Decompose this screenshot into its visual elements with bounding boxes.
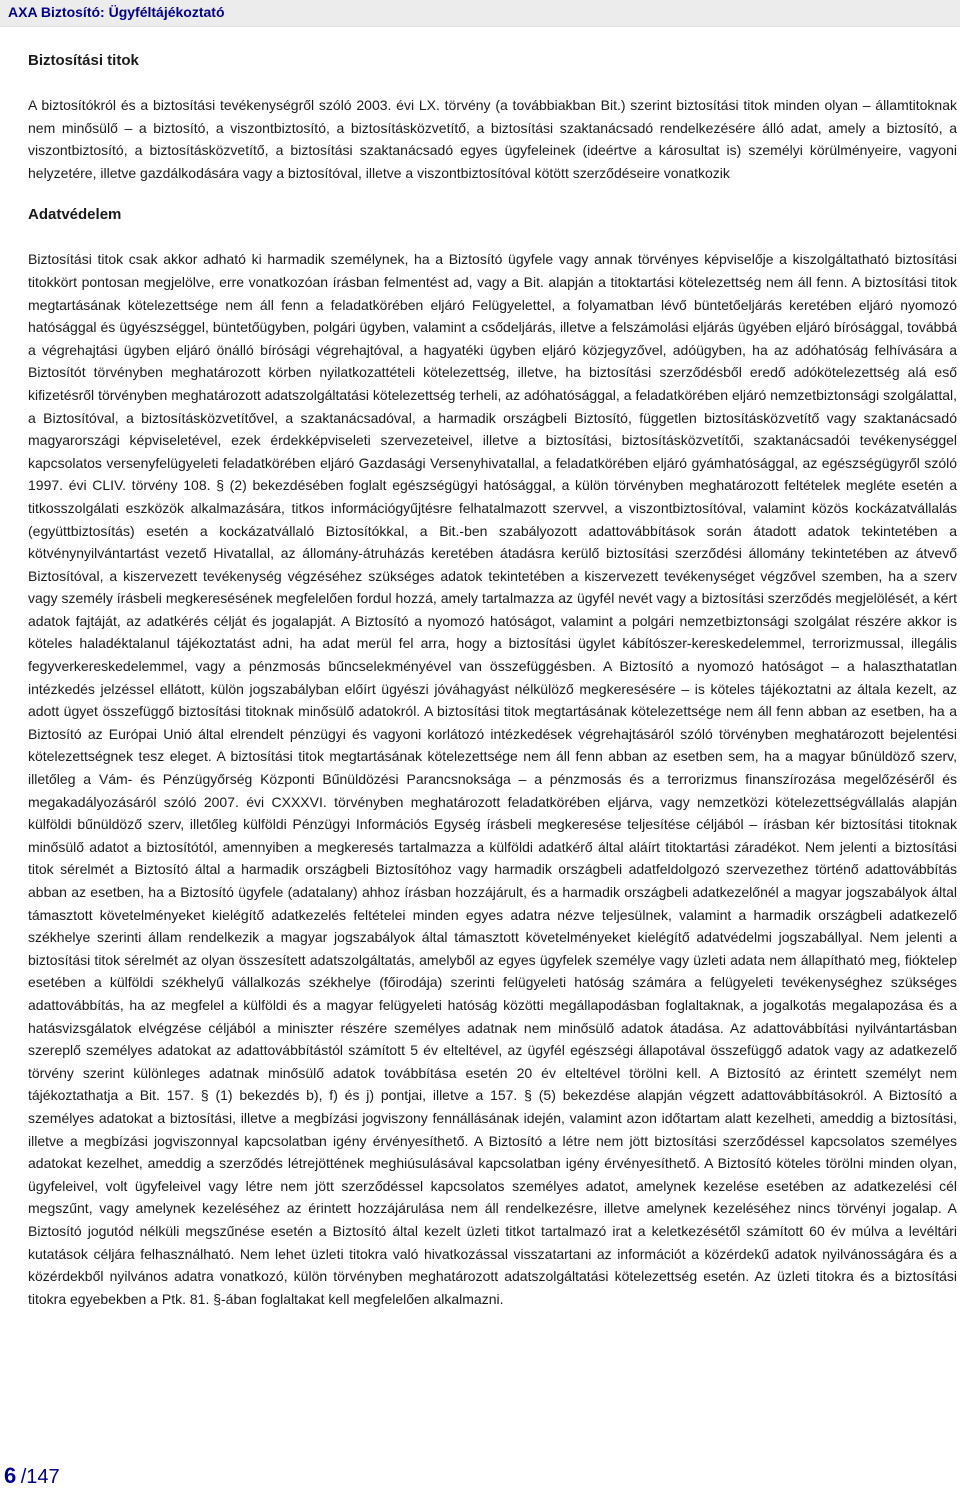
page-number: 6 bbox=[4, 1463, 17, 1488]
document-body bbox=[28, 50, 957, 1310]
section-heading-adatvedelem: Adatvédelem bbox=[28, 206, 122, 224]
document-header bbox=[0, 0, 960, 27]
paragraph-adatvedelem: Biztosítási titok csak akkor adható ki harmadik személynek, ha a Biztosító ügyfele vagy annak törvényes képviselője a kiszolgáltatható biztosítási titokkört pontosan megjelölve, erre vonatkozóan írásban felmentést ad, vagy a Bit. alapján a titoktartási kötelezettség nem áll fenn. A biztosítási titok megtartásának kötelezettsége nem áll fenn a feladatkörében eljáró Felügyelettel, a folyamatban lévő büntetőeljárás keretében eljáró nyomozó hatósággal és ügyészséggel, büntetőügyben, polgári ügyben, valamint a csődeljárás, illetve a felszámolási eljárás ügyében eljáró bírósággal, továbbá a végrehajtási ügyben eljáró önálló bírósági végrehajtóval, a hagyatéki ügyben eljáró közjegyzővel, adóügyben, ha az adóhatóság felhívására a Biztosítót törvényben meghatározott körben nyilatkozattételi kötelezettség, illetve, ha biztosítási szerződésből eredő adókötelezettség alá eső kifizetésről törvényben meghatározott adatszolgáltatási kötelezettség terheli, az adóhatósággal, a feladatkörében eljáró nemzetbiztonsági szolgálattal, a Biztosítóval, a biztosításközvetítővel, a szaktanácsadóval, a harmadik országbeli Biztosító, független biztosításközvetítő vagy szaktanácsadó magyarországi képviseletével, ezek érdekképviseleti szervezeteivel, illetve a biztosítási, biztosításközvetítői, szaktanácsadói tevékenységgel kapcsolatos versenyfelügyeleti feladatkörében eljáró Gazdasági Versenyhivatallal, a feladatkörében eljáró gyámhatósággal, az egészségügyről szóló 1997. évi CLIV. törvény 108. § (2) bekezdésében foglalt egészségügyi hatósággal, a külön törvényben meghatározott feltételek megléte esetén a titkosszolgálati eszközök alkalmazására, titkos információgyűjtésre felhatalmazott szervvel, a viszontbiztosítóval, valamint közös kockázatvállalás (együttbiztosítás) esetén a kockázatvállaló Biztosítókkal, a Bit.-ben szabályozott adattovábbítások során átadott adatok tekintetében a kötvénynyilvántartást vezető Hivatallal, az állomány-átruházás keretében átadásra kerülő biztosítási szerződési állomány tekintetében az átvevő Biztosítóval, a kiszervezett tevékenység végzéséhez szükséges adatok tekintetében a kiszervezett tevékenységet végzővel szemben, ha a szerv vagy személy írásbeli megkeresésének megfelelően fordul hozzá, amely tartalmazza az ügyfél nevét vagy a biztosítási szerződés megjelölését, a kért adatok fajtáját, az adatkérés célját és jogalapját. A Biztosító a nyomozó hatóságot, valamint a polgári nemzetbiztonsági szolgálat részére akkor is köteles haladéktalanul tájékoztatást adni, ha adat merül fel arra, hogy a biztosítási ügylet kábítószer-kereskedelemmel, terrorizmussal, illegális fegyverkereskedelemmel, vagy a pénzmosás bűncselekményével van összefüggésben. A Biztosító a nyomozó hatóságot – a halaszthatatlan intézkedés jelzéssel ellátott, külön jogszabályban előírt ügyészi jóváhagyást nélkülöző megkeresésére – is köteles tájékoztatni az általa kezelt, az adott ügyet összefüggő biztosítási titoknak minősülő adatokról. A biztosítási titok megtartásának kötelezettsége nem áll fenn abban az esetben, ha a Biztosító az Európai Unió által elrendelt pénzügyi és vagyoni korlátozó intézkedések végrehajtásáról szóló törvényben meghatározott bejelentési kötelezettségnek tesz eleget. A biztosítási titok megtartásának kötelezettsége nem áll fenn abban az esetben sem, ha a magyar bűnüldöző szerv, illetőleg a Vám- és Pénzügyőrség Központi Bűnüldözési Parancsnoksága – a pénzmosás és a terrorizmus finanszírozása megelőzéséről és megakadályozásáról szóló 2007. évi CXXXVI. törvényben meghatározott feladatkörében eljárva, vagy nemzetközi kötelezettségvállalás alapján külföldi bűnüldöző szerv, illetőleg külföldi Pénzügyi Információs Egység írásbeli megkeresése teljesítése céljából – írásban kér biztosítási titoknak minősülő adatot a biztosítótól, amennyiben a megkeresés tartalmazza a külföldi adatkérő által aláírt titoktartási záradékot. Nem jelenti a biztosítási titok sérelmét a Biztosító által a harmadik országbeli Biztosítóhoz vagy harmadik országbeli adatfeldolgozó szervezethez történő adattovábbítás abban az esetben, ha a Biztosító ügyfele (adatalany) ahhoz írásban hozzájárult, és a harmadik országbeli adatkezelőnél a magyar jogszabályok által támasztott követelményeket kielégítő adatkezelés feltételei minden egyes adatra nézve teljesülnek, valamint a harmadik országbeli adatkezelő székhelye szerinti állam rendelkezik a magyar jogszabályok által támasztott követelményeket kielégítő adatvédelmi jogszabállyal. Nem jelenti a biztosítási titok sérelmét az olyan összesített adatszolgáltatás, amelyből az egyes ügyfelek személye vagy üzleti adata nem állapítható meg, fióktelep esetében a külföldi székhelyű vállalkozás székhelye (főirodája) szerinti felügyeleti hatóság számára a felügyeleti tevékenységhez szükséges adattovábbítás, ha az megfelel a külföldi és a magyar felügyeleti hatóság közötti megállapodásban foglaltaknak, a jogalkotás megalapozása és a hatásvizsgálatok elvégzése céljából a miniszter részére személyes adatnak nem minősülő adatok átadása. Az adattovábbítási nyilvántartásban szereplő személyes adatokat az adattovábbítástól számított 5 év elteltével, az ügyfél egészségi állapotával összefüggő adatok vagy az adatkezelő törvény szerint különleges adatnak minősülő adatok továbbítása esetén 20 év elteltével törölni kell. A Biztosító az érintett személyt nem tájékoztathatja a Bit. 157. § (1) bekezdés b), f) és j) pontjai, illetve a 157. § (5) bekezdése alapján végzett adattovábbításokról. A Biztosító a személyes adatokat a biztosítási, illetve a megbízási jogviszony fennállásának idején, valamint azon időtartam alatt kezelheti, ameddig a biztosítási, illetve a megbízási jogviszonnyal kapcsolatban igény érvényesíthető. A Biztosító a létre nem jött biztosítási szerződéssel kapcsolatos személyes adatokat kezelhet, ameddig a szerződés létrejöttének meghiúsulásával kapcsolatban igény érvényesíthető. A Biztosító köteles törölni minden olyan, ügyfeleivel, volt ügyfeleivel vagy létre nem jött szerződéssel kapcsolatos személyes adatot, amelynek kezelése esetében az adatkezelési cél megszűnt, vagy amelynek kezeléséhez az érintett hozzájárulása nem áll rendelkezésre, illetve amelynek kezeléséhez nincs törvényi jogalap. A Biztosító jogutód nélküli megszűnése esetén a Biztosító által kezelt üzleti titkot tartalmazó irat a keletkezésétől számított 60 év múlva a levéltári kutatások céljára felhasználható. Nem lehet üzleti titokra való hivatkozással visszatartani az információt a közérdekű adatok nyilvánosságára és a közérdekből nyilvános adatra vonatkozó, külön törvényben meghatározott adatszolgáltatási kötelezettség esetén. Az üzleti titokra és a biztosítási titokra egyebekben a Ptk. 81. §-ában foglaltakat kell megfelelően alkalmazni. bbox=[28, 251, 957, 1307]
header-title: AXA Biztosító: Ügyféltájékoztató bbox=[8, 4, 225, 20]
page-total: /147 bbox=[20, 1466, 60, 1488]
page-counter bbox=[4, 1463, 60, 1489]
section-heading-biztositasi-titok: Biztosítási titok bbox=[28, 52, 139, 69]
paragraph-biztositasi-titok: A biztosítókról és a biztosítási tevékenységről szóló 2003. évi LX. törvény (a továbbiakban Bit.) szerint biztosítási titok minden olyan – államtitoknak nem minősülő – a biztosító, a viszontbiztosító, a biztosításközvetítő, a biztosítási szaktanácsadó rendelkezésére álló adat, amely a biztosító, a viszontbiztosító, a biztosításközvetítő, a biztosítási szaktanácsadó egyes ügyfeleinek (ideértve a károsultat is) személyi körülményeire, vagyoni helyzetére, illetve gazdálkodására vagy a biztosítóval, illetve a viszontbiztosítóval kötött szerződéseire vonatkozik bbox=[28, 97, 957, 181]
